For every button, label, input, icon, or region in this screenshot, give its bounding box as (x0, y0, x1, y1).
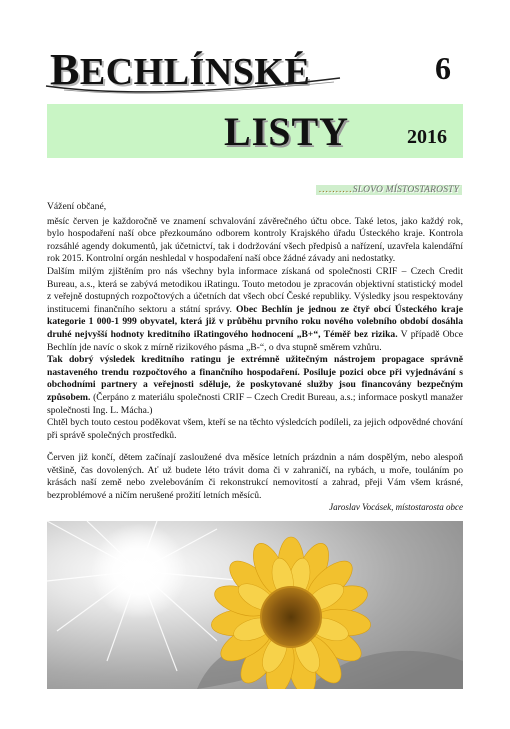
article-paragraph-3 (47, 354, 463, 417)
article-paragraph-4: Chtěl bych touto cestou poděkovat všem, kteří se na těchto výsledcích podíleli, za jejich odpovědné chování při správě společných prostředků. (47, 417, 463, 441)
p3-bold-text: Tak dobrý výsledek kreditního ratingu je extrémně užitečným nástrojem propagace správně nastaveného trendu rozpočtového a finančního hospodaření. Posiluje pozici obce při vyjednávání s obchodními partnery a veřejnosti sděluje, že poskytované služby jsou financovány bezpečným způsobem. (47, 354, 463, 403)
p2-text: Dalším milým zjištěním pro nás všechny byla informace získaná od společnosti CRIF – Czech Credit Bureau, a.s., která se zabývá metodikou iRatingu. Touto metodou je zpracován objektivní statistický model z veřejně dostupných rozpočtových a účetních dat všech obcí České republiky. Výsledky jsou respektovány institucemi finančního sektoru a státní správy. (47, 265, 463, 315)
title-rest: ECHLÍNSKÉ (79, 51, 311, 93)
p3-text: (Čerpáno z materiálu společnosti CRIF – Czech Credit Bureau, a.s.; informace poskytl manažer společnosti Ing. L. Mácha.) (47, 391, 463, 416)
section-dots: .......... (319, 185, 353, 195)
newsletter-subtitle: LISTY (224, 109, 350, 154)
sunflower-illustration (47, 521, 463, 689)
title-first-letter: B (50, 45, 80, 94)
section-label-text: SLOVO MÍSTOSTAROSTY (352, 185, 460, 195)
title-swoosh-decoration (44, 72, 344, 96)
article-paragraph-2 (47, 266, 463, 354)
p2-bold-text: Obec Bechlín je jednou ze čtyř obcí Ústeckého kraje kategorie 1 000-1 999 obyvatel, která již v průběhu prvního roku nového volebního období dosáhla druhé nejvyšší hodnoty kreditního iRatingového hodnocení „B+“, Téměř bez rizika. (47, 303, 463, 340)
issue-year: 2016 (407, 126, 447, 148)
article-signature: Jaroslav Vocásek, místostarosta obce (329, 502, 463, 512)
sunflower-photo (47, 521, 463, 689)
p2-tail-text: V případě Obce Bechlín jde navíc o skok z mírně rizikového pásma „B-“, o dva stupně směrem vzhůru. (47, 328, 463, 353)
section-heading (316, 185, 462, 195)
article-greeting: Vážení občané, (47, 201, 107, 212)
article-paragraph-1: měsíc červen je každoročně ve znamení schvalování závěrečného účtu obce. Také letos, jako každý rok, bylo hospodaření naší obce přezkoumáno odborem kontroly Krajského úřadu Ústeckého kraje. Kontrola rozsáhlé agendy dokumentů, jak účetnictví, tak i dodržování všech předpisů a nařízení, uzavřela kalendářní rok 2015. Kontrolní orgán neshledal v hospodaření naší obce žádné závady ani nedostatky. (47, 215, 463, 265)
issue-number: 6 (435, 50, 451, 86)
masthead (0, 0, 510, 170)
article-body (47, 201, 463, 503)
article-paragraph-5: Červen již končí, dětem začínají zasloužené dva měsíce letních prázdnin a nám dospělým, nebo alespoň většině, čas dovolených. Ať už budete léto trávit doma či v zahraničí, na rybách, u moře, touláním po krásách naší země nebo zvelebováním či rekonstrukcí nemovitostí a zahrad, přeji Vám všem krásné, bezproblémové a ničím nerušené prožití letních měsíců. (47, 452, 463, 502)
